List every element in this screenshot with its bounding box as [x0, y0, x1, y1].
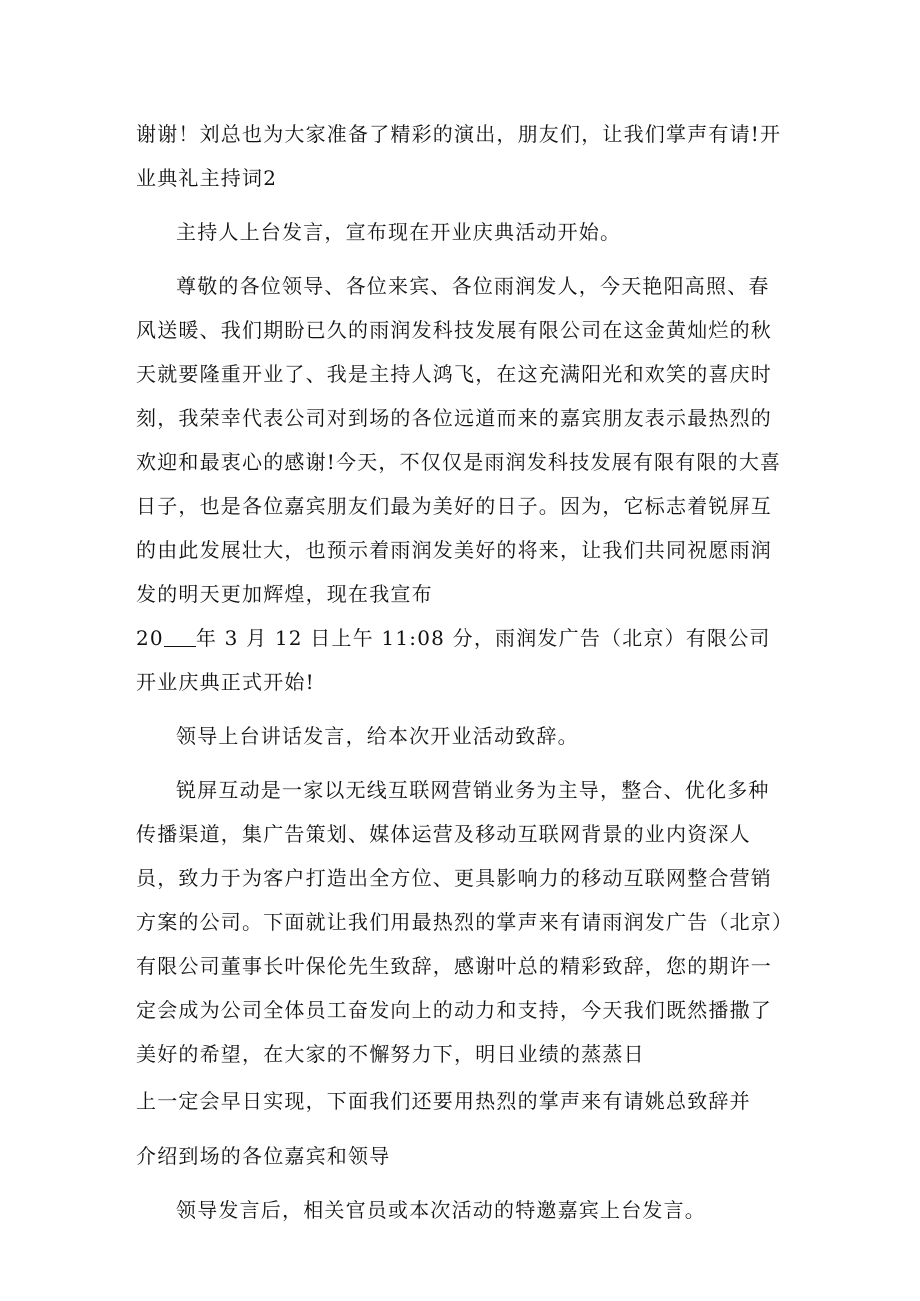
paragraph-2: 主持人上台发言，宣布现在开业庆典活动开始。	[176, 220, 622, 244]
paragraph-6: 上一定会早日实现，下面我们还要用热烈的掌声来有请姚总致辞并	[136, 1089, 751, 1113]
document-body	[136, 112, 786, 1242]
paragraph-4: 领导上台讲话发言，给本次开业活动致辞。	[176, 724, 579, 748]
paragraph-1: 谢谢！刘总也为大家准备了精彩的演出，朋友们，让我们掌声有请!开业典礼主持词2	[136, 122, 782, 190]
paragraph-8: 领导发言后，相关官员或本次活动的特邀嘉宾上台发言。	[176, 1198, 706, 1222]
paragraph-5: 锐屏互动是一家以无线互联网营销业务为主导，整合、优化多种传播渠道，集广告策划、媒体运营及移动互联网背景的业内资深人员，致力于为客户打造出全方位、更具影响力的移动互联网整合营销方案的公司。下面就让我们用最热烈的掌声来有请雨润发广告（北京）有限公司董事长叶保伦先生致辞，感谢叶总的精彩致辞，您的期许一定会成为公司全体员工奋发向上的动力和支持，今天我们既然播撒了美好的希望，在大家的不懈努力下，明日业绩的蒸蒸日	[136, 778, 784, 1066]
date-prefix: 20	[136, 626, 164, 650]
date-suffix: 年 3 月 12 日上午 11:08 分，雨润发广告（北京）有限公司开业庆典正式开始!	[136, 626, 771, 694]
date-blank	[164, 626, 196, 647]
paragraph-3-text: 尊敬的各位领导、各位来宾、各位雨润发人，今天艳阳高照、春风送暖、我们期盼已久的雨润发科技发展有限公司在这金黄灿烂的秋天就要隆重开业了、我是主持人鸿飞，在这充满阳光和欢笑的喜庆时刻，我荣幸代表公司对到场的各位远道而来的嘉宾朋友表示最热烈的欢迎和最衷心的感谢!今天，不仅仅是雨润发科技发展有限有限的大喜日子，也是各位嘉宾朋友们最为美好的日子。因为，它标志着锐屏互的由此发展壮大，也预示着雨润发美好的将来，让我们共同祝愿雨润发的明天更加辉煌，现在我宣布	[136, 274, 782, 606]
paragraph-3	[136, 264, 786, 704]
paragraph-7: 介绍到场的各位嘉宾和领导	[136, 1144, 391, 1168]
